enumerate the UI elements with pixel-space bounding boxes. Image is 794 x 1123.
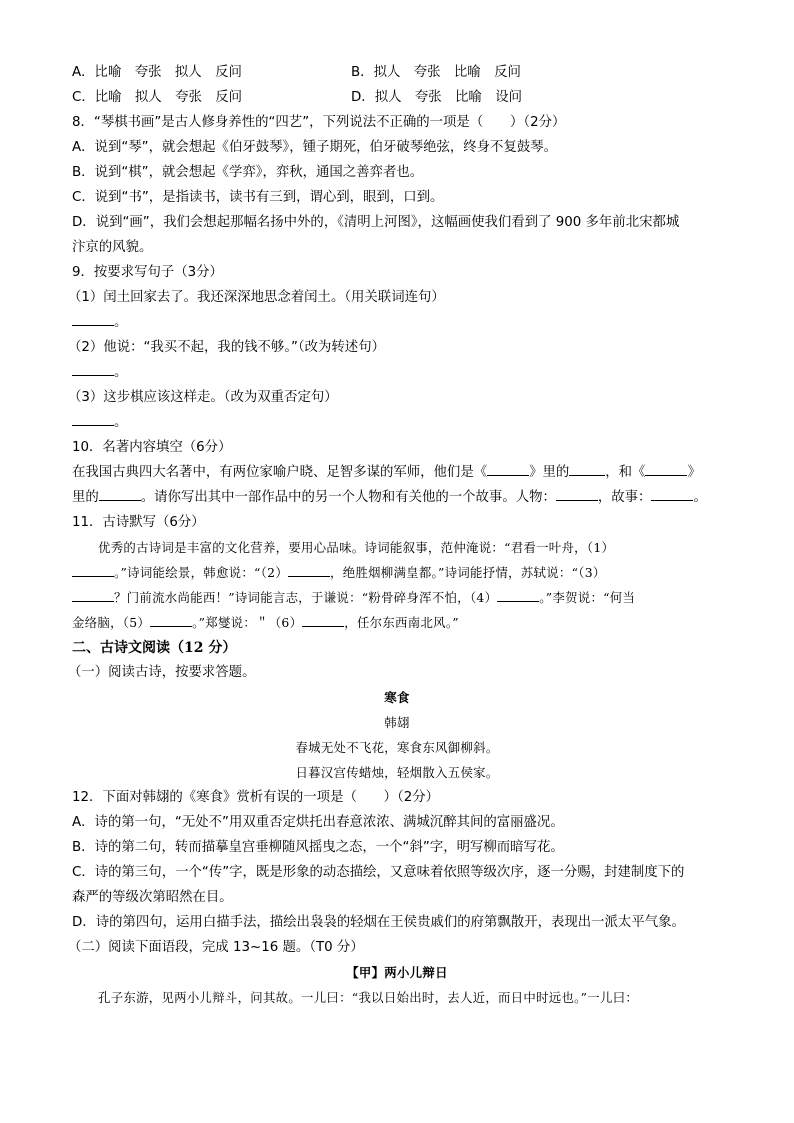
q9-answer-2: 。 xyxy=(72,363,127,383)
answer-blank[interactable] xyxy=(72,313,114,326)
answer-blank[interactable] xyxy=(487,463,529,476)
answer-blank[interactable] xyxy=(72,363,114,376)
q9-answer-1: 。 xyxy=(72,313,127,333)
answer-blank[interactable] xyxy=(497,589,539,602)
q9-sentence-3: （3）这步棋应该这样走。（改为双重否定句） xyxy=(68,390,338,405)
poem-title: 寒食 xyxy=(384,690,410,705)
section-2-title: 二、古诗文阅读（12 分） xyxy=(72,640,237,656)
q9-sentence-1: （1）闰土回家去了。我还深深地思念着闰土。（用关联词连句） xyxy=(68,290,445,305)
q7-option-a: A．比喻 夸张 拟人 反问 xyxy=(72,65,242,80)
answer-blank[interactable] xyxy=(72,564,114,577)
q10-line-2: 里的 。请你写出其中一部作品中的另一个人物和有关他的一个故事。人物： ，故事： 。 xyxy=(72,490,707,505)
q7-option-c: C．比喻 拟人 夸张 反问 xyxy=(72,90,243,105)
q12-option-c-line1: C．诗的第三句，一个“传”字，既是形象的动态描绘，又意味着依照等级次序，逐一分赐，封建制度下的 xyxy=(72,865,685,880)
answer-blank[interactable] xyxy=(569,463,605,476)
q8-option-d-line1: D．说到“画”，我们会想起那幅名扬中外的，《清明上河图》，这幅画使我们看到了 900 多年前北宋都城 xyxy=(72,215,680,230)
q9-sentence-2: （2）他说：“我买不起，我的钱不够。”（改为转述句） xyxy=(68,340,385,355)
q7-option-row-2 xyxy=(72,88,522,108)
q11-line-4: 金络脑，（5） 。”郑燮说：＂（6） ，任尔东西南北风。” xyxy=(72,615,459,630)
poem-line-2: 日暮汉宫传蜡烛，轻烟散入五侯家。 xyxy=(295,765,499,780)
q9-stem: 9．按要求写句子（3分） xyxy=(72,265,223,280)
answer-blank[interactable] xyxy=(651,488,693,501)
q12-stem: 12．下面对韩翃的《寒食》赏析有误的一项是（ ）（2分） xyxy=(72,790,440,805)
passage-line-1: 孔子东游，见两小儿辩斗，问其故。一儿曰：“我以日始出时，去人近，而日中时远也。”一儿曰： xyxy=(98,990,639,1005)
q11-line-2: 。”诗词能绘景，韩愈说：“（2） ，绝胜烟柳满皇都。”诗词能抒情，苏轼说：“（3） xyxy=(72,563,606,583)
q8-option-b: B．说到“棋”，就会想起《学弈》，弈秋，通国之善弈者也。 xyxy=(72,165,424,180)
q7-option-row-1 xyxy=(72,63,521,83)
answer-blank[interactable] xyxy=(72,589,114,602)
q11-line-3: ？门前流水尚能西！”诗词能言志，于谦说：“粉骨碎身浑不怕，（4） 。”李贺说：“何当 xyxy=(72,588,635,608)
q12-option-b: B．诗的第二句，转而描摹皇宫垂柳随风摇曳之态，一个“斜”字，明写柳而暗写花。 xyxy=(72,840,564,855)
q10-line-1: 在我国古典四大名著中，有两位家喻户晓、足智多谋的军师，他们是《 》里的 ，和《 》 xyxy=(72,465,701,480)
answer-blank[interactable] xyxy=(556,488,598,501)
q12-option-c-line2: 森严的等级次第昭然在目。 xyxy=(72,890,233,905)
q11-stem: 11．古诗默写（6分） xyxy=(72,515,205,530)
q11-line-1: 优秀的古诗词是丰富的文化营养，要用心品味。诗词能叙事，范仲淹说：“君看一叶舟，（1） xyxy=(98,540,615,555)
q12-option-a: A．诗的第一句，“无处不”用双重否定烘托出春意浓浓、满城沉醉其间的富丽盛况。 xyxy=(72,815,564,830)
q8-option-a: A．说到“琴”，就会想起《伯牙鼓琴》，锺子期死，伯牙破琴绝弦，终身不复鼓琴。 xyxy=(72,140,558,155)
section-2-part-1: （一）阅读古诗，按要求答题。 xyxy=(68,665,256,680)
answer-blank[interactable] xyxy=(72,413,114,426)
answer-blank[interactable] xyxy=(302,614,344,627)
answer-blank[interactable] xyxy=(99,488,141,501)
q7-option-d: D．拟人 夸张 比喻 设问 xyxy=(351,90,522,105)
q8-stem: 8．“琴棋书画”是古人修身养性的“四艺”，下列说法不正确的一项是（ ）（2分） xyxy=(72,115,566,130)
q8-option-d-line2: 汴京的风貌。 xyxy=(72,240,153,255)
poem-author: 韩翃 xyxy=(384,715,410,730)
q9-answer-3: 。 xyxy=(72,413,127,433)
q7-option-b: B．拟人 夸张 比喻 反问 xyxy=(351,65,521,80)
q8-option-c: C．说到“书”，是指读书，读书有三到，谓心到，眼到，口到。 xyxy=(72,190,444,205)
answer-blank[interactable] xyxy=(288,564,330,577)
q12-option-d: D．诗的第四句，运用白描手法，描绘出袅袅的轻烟在王侯贵戚们的府第飘散开，表现出一派太平气象。 xyxy=(72,915,685,930)
answer-blank[interactable] xyxy=(645,463,687,476)
passage-title: 【甲】两小儿辩日 xyxy=(346,965,448,980)
poem-line-1: 春城无处不飞花，寒食东风御柳斜。 xyxy=(295,740,499,755)
part-2-label: （二）阅读下面语段，完成 13~16 题。（T0 分） xyxy=(68,940,364,955)
q10-stem: 10．名著内容填空（6分） xyxy=(72,440,232,455)
answer-blank[interactable] xyxy=(150,614,192,627)
